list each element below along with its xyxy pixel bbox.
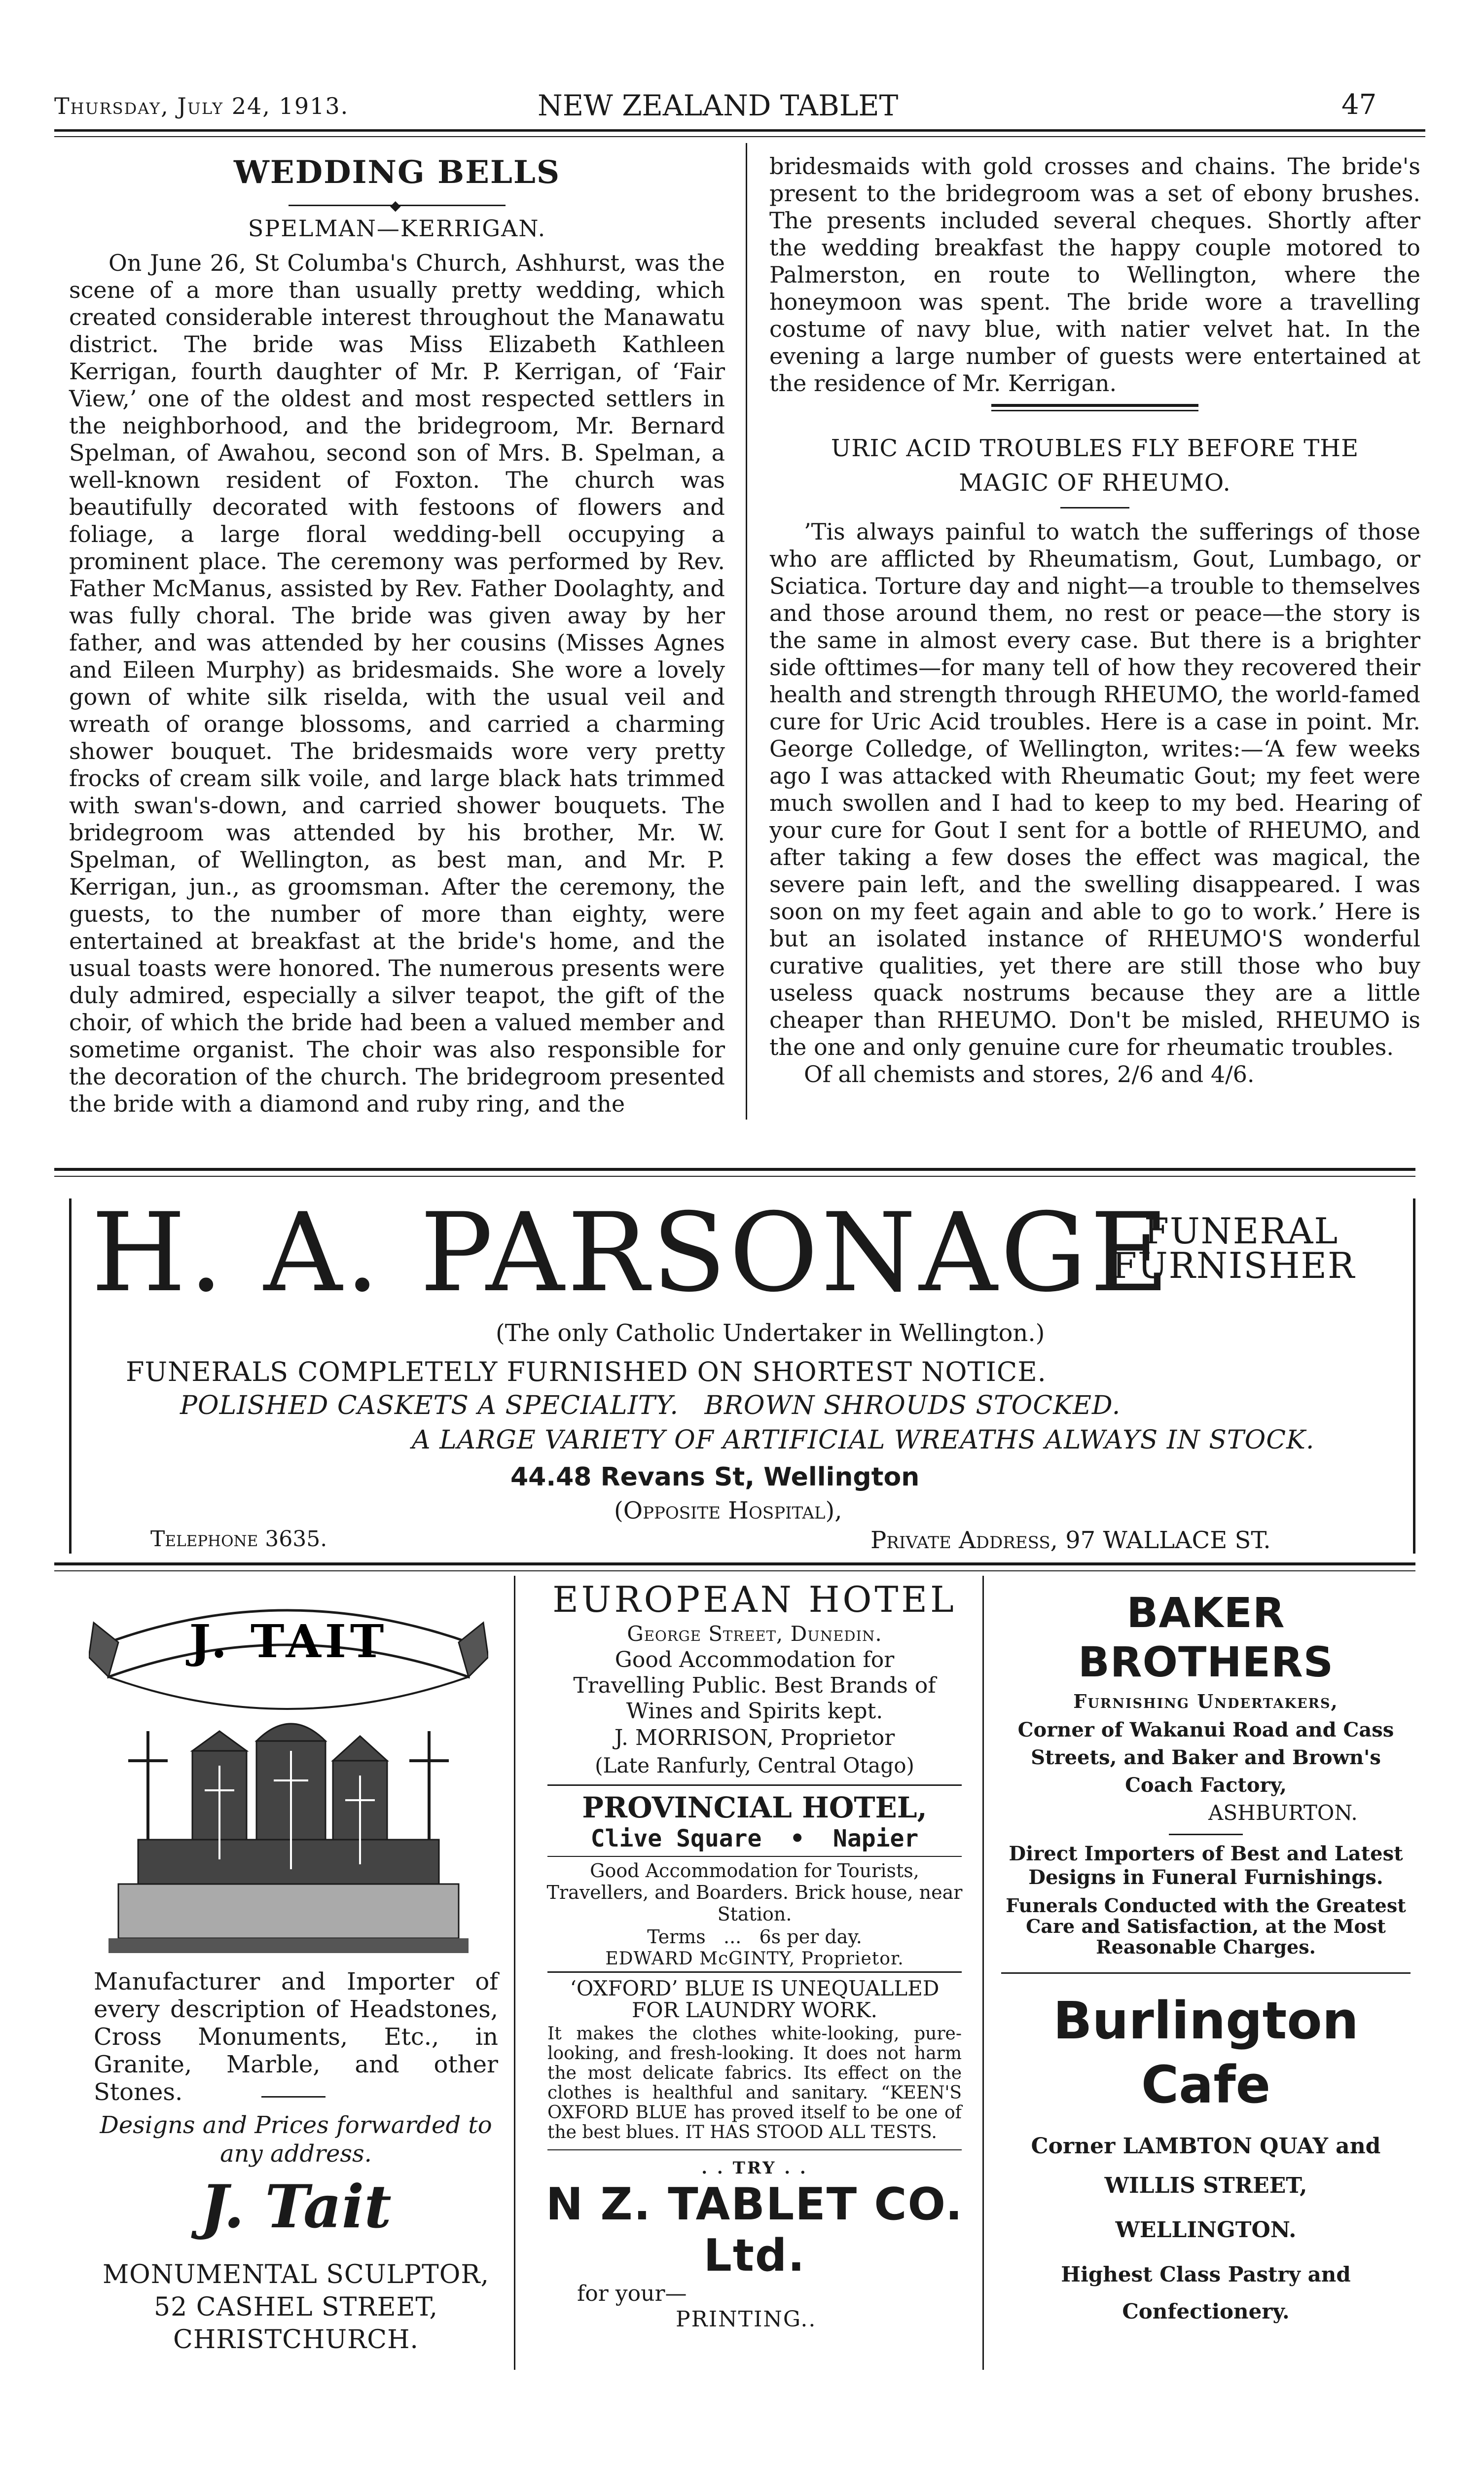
headstones-illustration (89, 1583, 488, 1958)
burlington-title: Burlington Cafe (1053, 1991, 1359, 2115)
ad-top-rule (54, 1168, 1415, 1171)
baker-city: ASHBURTON. (1208, 1801, 1358, 1825)
baker-importers: Direct Importers of Best and Latest Designs in Funeral Furnishings. (1009, 1842, 1403, 1889)
baker-funerals: Funerals Conducted with the Greatest Care and Satisfaction, at the Most Reasonable Charges. (1006, 1894, 1406, 1958)
divider (547, 1971, 962, 1973)
rheumo-heading-2: MAGIC OF RHEUMO. (959, 469, 1231, 497)
wedding-column (69, 153, 725, 1118)
burlington-corner: Corner LAMBTON QUAY and (1031, 2134, 1381, 2159)
parsonage-wreaths: A LARGE VARIETY OF ARTIFICIAL WREATHS ALWAYS IN STOCK. (412, 1425, 1315, 1455)
ornament-divider: ◆ (289, 205, 506, 206)
tait-sculptor: MONUMENTAL SCULPTOR, (102, 2260, 490, 2289)
tablet-printing: PRINTING.. (676, 2307, 817, 2332)
header-rule-thin (54, 136, 1425, 137)
parsonage-ad (69, 1190, 1415, 1554)
tait-description: Manufacturer and Importer of every description of Headstones, Cross Monuments, Etc., in Granite, Marble, and other Stones. (94, 1968, 498, 2106)
divider (547, 2149, 962, 2150)
wedding-paragraph-cont: bridesmaids with gold crosses and chains. The bride's present to the bridegroom was a set of ebony brushes. The presents included several cheques. Shortly after the wedding breakfast the happy couple motored to Palmerston, en route to Wellington, where the honeymoon was spent. The bride wore a travelling costume of navy blue, with natier velvet hat. In the evening a large number of guests were entertained at the residence of Mr. Kerrigan. (769, 153, 1420, 397)
european-body: Good Accommodation for Travelling Public. Best Brands of Wines and Spirits kept. (573, 1647, 936, 1724)
tait-street: 52 CASHEL STREET, (154, 2292, 438, 2322)
wedding-continued (769, 153, 1420, 1088)
european-street: George Street, Dunedin. (627, 1622, 882, 1646)
provincial-location: Clive Square • Napier (590, 1825, 919, 1852)
divider (1001, 1972, 1411, 1974)
wedding-text (69, 250, 725, 1118)
oxford-body: It makes the clothes white-looking, pure-looking, and fresh-looking. It does not harm the most delicate fabrics. Its effect on the clothes is healthful and sanitary. “KEEN'S OXFORD BLUE has proved itself to be one of the best blues. IT HAS STOOD ALL TESTS. (547, 2024, 962, 2142)
baker-address: Corner of Wakanui Road and Cass Streets, and Baker and Brown's Coach Factory, (1017, 1718, 1394, 1797)
european-hotel-title: EUROPEAN HOTEL (552, 1579, 957, 1620)
ad-top-rule-thin (54, 1176, 1415, 1177)
tablet-try: . . TRY . . (701, 2158, 808, 2178)
burlington-willis: WILLIS STREET, (1104, 2173, 1307, 2198)
parsonage-catholic: (The only Catholic Undertaker in Wellington.) (496, 1319, 1045, 1347)
short-divider (261, 2096, 326, 2098)
burlington-city: WELLINGTON. (1115, 2217, 1297, 2243)
middle-ads (528, 1578, 981, 2333)
rheumo-text (769, 518, 1420, 1088)
rheumo-heading-1: URIC ACID TROUBLES FLY BEFORE THE (831, 435, 1359, 462)
tablet-name: N Z. TABLET CO. Ltd. (545, 2178, 964, 2282)
european-late: (Late Ranfurly, Central Otago) (595, 1753, 914, 1777)
provincial-proprietor: EDWARD McGINTY, Proprietor. (605, 1949, 904, 1969)
wedding-heading: WEDDING BELLS (233, 154, 561, 191)
ad-column-divider (982, 1576, 984, 2370)
parsonage-title-2: FURNISHER (1112, 1245, 1356, 1286)
ad-bottom-rule (54, 1562, 1415, 1565)
rheumo-price: Of all chemists and stores, 2/6 and 4/6. (804, 1061, 1255, 1088)
banner-text: J. TAIT (189, 1615, 388, 1668)
ad-column-divider (514, 1576, 515, 2370)
section-divider (991, 404, 1198, 411)
burlington-confectionery: Confectionery. (1122, 2299, 1290, 2323)
provincial-body: Good Accommodation for Tourists, Travellers, and Boarders. Brick house, near Station. (546, 1860, 963, 1925)
parsonage-address: 44.48 Revans St, Wellington (510, 1462, 920, 1492)
parsonage-funerals: FUNERALS COMPLETELY FURNISHED ON SHORTEST NOTICE. (126, 1356, 1047, 1387)
baker-title: BAKER BROTHERS (1078, 1589, 1334, 1686)
page-number: 47 (1341, 89, 1377, 121)
parsonage-telephone: Telephone 3635. (150, 1526, 327, 1552)
tait-ad (74, 1578, 508, 2417)
right-ads (1001, 1588, 1411, 2329)
burlington-pastry: Highest Class Pastry and (1061, 2262, 1351, 2286)
provincial-title: PROVINCIAL HOTEL, (582, 1791, 927, 1824)
header-rule (54, 129, 1425, 132)
issue-date: Thursday, July 24, 1913. (54, 93, 349, 119)
tait-city: CHRISTCHURCH. (173, 2325, 419, 2355)
parsonage-opposite: (Opposite Hospital), (614, 1497, 842, 1524)
parsonage-private: Private Address, 97 WALLACE ST. (870, 1526, 1271, 1554)
wedding-text-cont (769, 153, 1420, 397)
ad-bottom-rule-thin (54, 1570, 1415, 1571)
tablet-for: for your— (577, 2281, 687, 2306)
tait-signature: J. Tait (200, 2172, 392, 2242)
oxford-heading: ‘OXFORD’ BLUE IS UNEQUALLED FOR LAUNDRY WORK. (570, 1976, 940, 2022)
short-divider (1060, 507, 1129, 508)
european-proprietor: J. MORRISON, Proprietor (614, 1725, 895, 1750)
parsonage-title-1: FUNERAL (1144, 1210, 1339, 1252)
running-header (54, 89, 1386, 123)
rheumo-paragraph: ’Tis always painful to watch the sufferings of those who are afflicted by Rheumatism, Gout, Lumbago, or Sciatica. Torture day and night—a trouble to themselves and those around them, no rest or peace—the story is the same in almost every case. But there is a brighter side ofttimes—for many tell of how they recovered their health and strength through RHEUMO, the world-famed cure for Uric Acid troubles. Here is a case in point. Mr. George Colledge, of Wellington, writes:—‘A few weeks ago I was attacked with Rheumatic Gout; my feet were much swollen and I had to keep to my bed. Hearing of your cure for Gout I sent for a bottle of RHEUMO, and after taking a few doses the effect was magical, the severe pain left, and the swelling disappeared. I was soon on my feet again and able to go to work.’ Here is but an isolated instance of RHEUMO'S wonderful curative qualities, yet there are still those who buy useless quack nostrums because they are a little cheaper than RHEUMO. Don't be misled, RHEUMO is the one and only genuine cure for rheumatic troubles. (769, 518, 1420, 1060)
divider (547, 1784, 962, 1786)
publication-title: NEW ZEALAND TABLET (538, 89, 899, 122)
wedding-paragraph: On June 26, St Columba's Church, Ashhurst, was the scene of a more than usually pretty wedding, which created considerable interest throughout the Manawatu district. The bride was Miss Elizabeth Kathleen Kerrigan, fourth daughter of Mr. P. Kerrigan, of ‘Fair View,’ one of the oldest and most respected settlers in the neighborhood, and the bridegroom, Mr. Bernard Spelman, of Awahou, second son of Mrs. B. Spelman, a well-known resident of Foxton. The church was beautifully decorated with festoons of flowers and foliage, a large floral wedding-bell occupying a prominent place. The ceremony was performed by Rev. Father McManus, assisted by Rev. Father Doolaghty, and was fully choral. The bride was given away by her father, and was attended by her cousins (Misses Agnes and Eileen Murphy) as bridesmaids. She wore a lovely gown of white silk riselda, with the usual veil and wreath of orange blossoms, and carried a charming shower bouquet. The bridesmaids wore very pretty frocks of cream silk voile, and large black hats trimmed with swan's-down, and carried shower bouquets. The bridegroom was attended by his brother, Mr. W. Spelman, of Wellington, as best man, and Mr. P. Kerrigan, jun., as groomsman. After the ceremony, the guests, to the number of more than eighty, were entertained at breakfast at the bride's home, and the usual toasts were honored. The numerous presents were duly admired, especially a silver teapot, the gift of the choir, of which the bride had been a valued member and sometime organist. The choir was also responsible for the decoration of the church. The bridegroom presented the bride with a diamond and ruby ring, and the (69, 250, 725, 1117)
tait-designs: Designs and Prices forwarded to any address. (100, 2111, 492, 2168)
parsonage-caskets: POLISHED CASKETS A SPECIALITY. BROWN SHROUDS STOCKED. (180, 1391, 1121, 1420)
wedding-subheading: SPELMAN—KERRIGAN. (248, 215, 546, 242)
divider (1169, 1834, 1243, 1835)
provincial-terms: Terms ... 6s per day. (647, 1926, 862, 1948)
baker-sub: Furnishing Undertakers, (1073, 1690, 1339, 1712)
column-divider (746, 143, 747, 1120)
divider (547, 1856, 962, 1857)
parsonage-name: H. A. PARSONAGE (91, 1190, 1172, 1316)
